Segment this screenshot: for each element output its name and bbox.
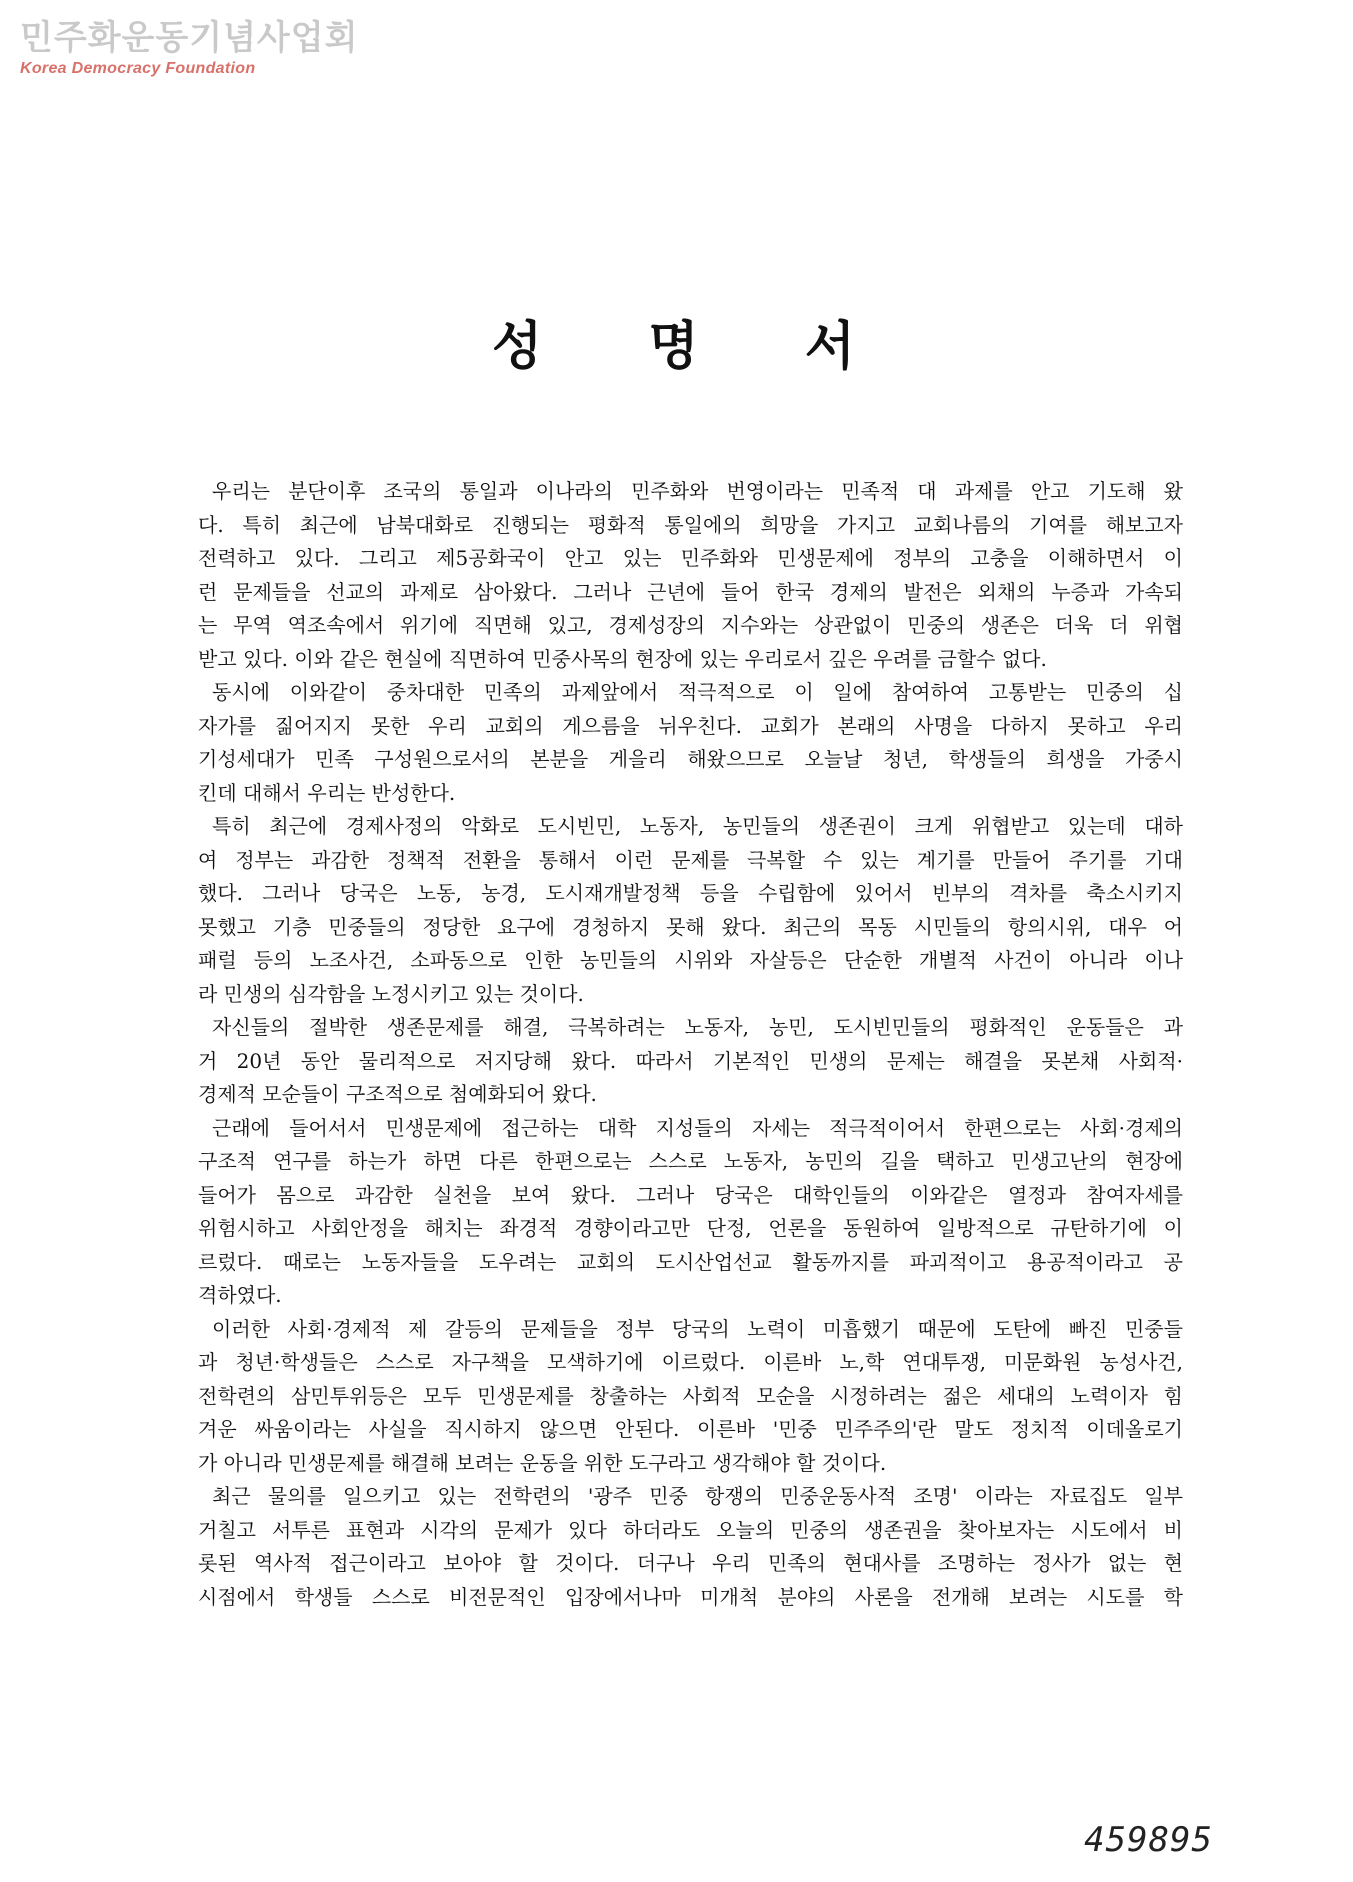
document-title: 성 명 서 [492,317,899,377]
text-line: 롯된 역사적 접근이라고 보아야 할 것이다. 더구나 우리 민족의 현대사를 조명하는 정사가 없는 현 [198,1551,1183,1575]
text-line: 자가를 짊어지지 못한 우리 교회의 게으름을 뉘우친다. 교회가 본래의 사명을 다하지 못하고 우리 [198,713,1183,738]
text-line: 전력하고 있다. 그리고 제5공화국이 안고 있는 민주화와 민생문제에 정부의 고충을 이해하면서 이 [198,546,1183,570]
text-line: 전학련의 삼민투위등은 모두 민생문제를 창출하는 사회적 모순을 시정하려는 젊은 세대의 노력이자 힘 [198,1383,1183,1408]
text-line: 했다. 그러나 당국은 노동, 농경, 도시재개발정책 등을 수립함에 있어서 빈부의 격차를 축소시키지 [198,881,1183,905]
document-body [198,475,1183,1614]
text-line: 킨데 대해서 우리는 반성한다. [198,780,456,805]
text-line: 패럴 등의 노조사건, 소파동으로 인한 농민들의 시위와 자살등은 단순한 개별적 사건이 아니라 이나 [198,948,1183,972]
text-line: 거칠고 서투른 표현과 시각의 문제가 있다 하더라도 오늘의 민중의 생존권을 찾아보자는 시도에서 비 [198,1517,1183,1542]
watermark-korean-org-name: 민주화운동기념사업회 [20,18,359,58]
watermark-english-org-name: Korea Democracy Foundation [20,60,256,77]
text-line: 다. 특히 최근에 남북대화로 진행되는 평화적 통일에의 희망을 가지고 교회나름의 기여를 해보고자 [198,512,1183,537]
text-line: 동시에 이와같이 중차대한 민족의 과제앞에서 적극적으로 이 일에 참여하여 고통받는 민중의 십 [212,680,1183,704]
text-line: 이러한 사회·경제적 제 갈등의 문제들을 정부 당국의 노력이 미흡했기 때문에 도탄에 빠진 민중들 [212,1316,1183,1341]
text-line: 구조적 연구를 하는가 하면 다른 한편으로는 스스로 노동자, 농민의 길을 택하고 민생고난의 현장에 [198,1149,1183,1173]
text-line: 특히 최근에 경제사정의 악화로 도시빈민, 노동자, 농민들의 생존권이 크게 위협받고 있는데 대하 [212,814,1183,838]
handwritten-document-number: 459895 [1084,1820,1213,1860]
text-line: 런 문제들을 선교의 과제로 삼아왔다. 그러나 근년에 들어 한국 경제의 발전은 외채의 누증과 가속되 [198,579,1183,604]
watermark [20,18,358,78]
text-line: 여 정부는 과감한 정책적 전환을 통해서 이런 문제를 극복할 수 있는 계기를 만들어 주기를 기대 [198,847,1183,872]
text-line: 최근 물의를 일으키고 있는 전학련의 '광주 민중 항쟁의 민중운동사적 조명' 이라는 자료집도 일부 [212,1484,1183,1508]
text-line: 과 청년·학생들은 스스로 자구책을 모색하기에 이르렀다. 이른바 노,학 연대투쟁, 미문화원 농성사건, [198,1350,1183,1374]
text-line: 들어가 몸으로 과감한 실천을 보여 왔다. 그러나 당국은 대학인들의 이와같은 열정과 참여자세를 [198,1182,1183,1207]
text-line: 근래에 들어서서 민생문제에 접근하는 대학 지성들의 자세는 적극적이어서 한편으로는 사회·경제의 [212,1115,1183,1140]
text-line: 위험시하고 사회안정을 해치는 좌경적 경향이라고만 단정, 언론을 동원하여 일방적으로 규탄하기에 이 [198,1216,1183,1240]
text-line: 경제적 모순들이 구조적으로 첨예화되어 왔다. [198,1082,597,1106]
text-line: 가 아니라 민생문제를 해결해 보려는 운동을 위한 도구라고 생각해야 할 것이다. [198,1450,887,1475]
text-line: 르렀다. 때로는 노동자들을 도우려는 교회의 도시산업선교 활동까지를 파괴적이고 용공적이라고 공 [198,1249,1183,1274]
text-line: 우리는 분단이후 조국의 통일과 이나라의 민주화와 번영이라는 민족적 대 과제를 안고 기도해 왔 [212,479,1183,503]
text-line: 는 무역 역조속에서 위기에 직면해 있고, 경제성장의 지수와는 상관없이 민중의 생존은 더욱 더 위협 [198,613,1183,637]
text-line: 격하였다. [198,1283,282,1307]
text-line: 시점에서 학생들 스스로 비전문적인 입장에서나마 미개척 분야의 사론을 전개해 보려는 시도를 학 [198,1584,1183,1609]
text-line: 못했고 기층 민중들의 정당한 요구에 경청하지 못해 왔다. 최근의 목동 시민들의 항의시위, 대우 어 [198,914,1183,939]
text-line: 기성세대가 민족 구성원으로서의 본분을 게을리 해왔으므로 오늘날 청년, 학생들의 희생을 가중시 [198,747,1183,771]
text-line: 라 민생의 심각함을 노정시키고 있는 것이다. [198,981,584,1006]
text-line: 거 20년 동안 물리적으로 저지당해 왔다. 따라서 기본적인 민생의 문제는 해결을 못본채 사회적· [198,1048,1183,1073]
text-line: 받고 있다. 이와 같은 현실에 직면하여 민중사목의 현장에 있는 우리로서 깊은 우려를 금할수 없다. [198,646,1047,671]
text-line: 자신들의 절박한 생존문제를 해결, 극복하려는 노동자, 농민, 도시빈민들의 평화적인 운동들은 과 [212,1015,1183,1039]
text-line: 겨운 싸움이라는 사실을 직시하지 않으면 안된다. 이른바 '민중 민주주의'란 말도 정치적 이데올로기 [198,1417,1183,1441]
